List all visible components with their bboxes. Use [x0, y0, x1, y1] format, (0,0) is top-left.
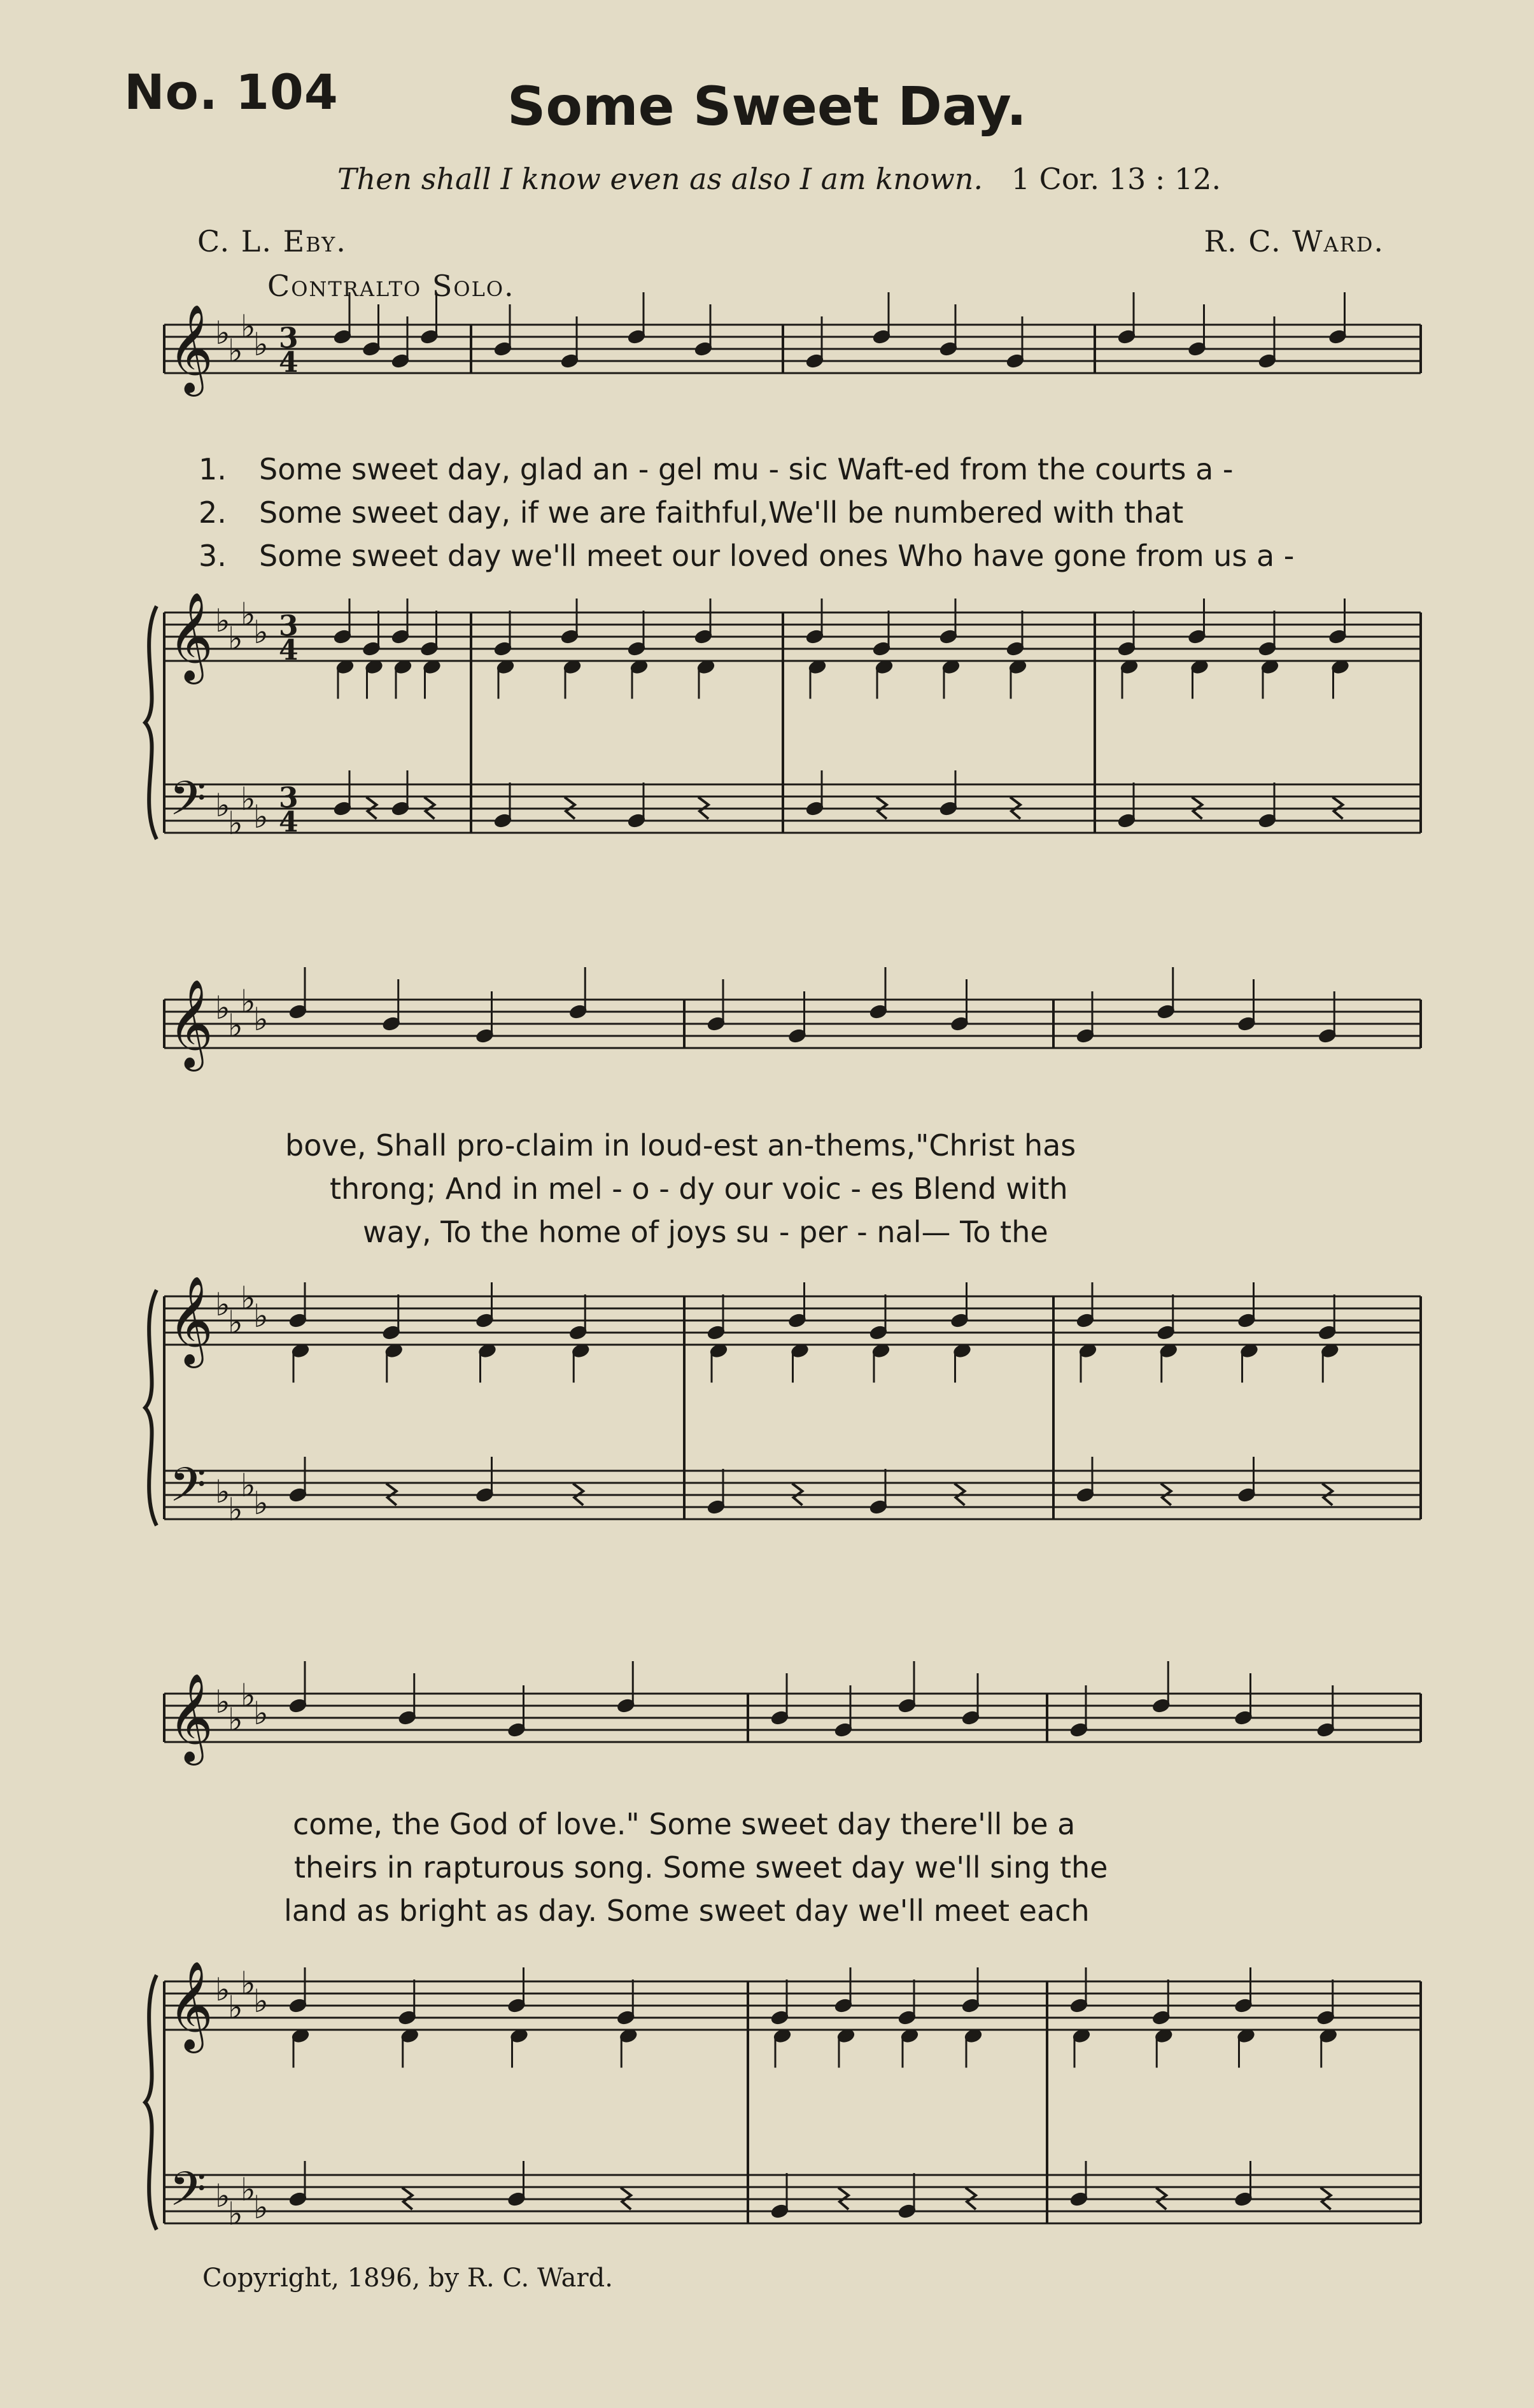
flat-sign: ♭: [241, 781, 256, 818]
flat-sign: ♭: [253, 2189, 269, 2226]
flat-sign: ♭: [228, 1701, 243, 1738]
music-drawing: [145, 292, 1421, 2232]
scripture-quote: Then shall I know even as also I am known.: [337, 162, 983, 196]
flat-sign: ♭: [241, 1965, 256, 2002]
verse-text: Some sweet day, if we are faithful,We'll be numbered with that: [259, 495, 1184, 530]
treble-clef: 𝄞: [168, 1673, 213, 1762]
treble-clef: 𝄞: [168, 979, 213, 1068]
flat-sign: ♭: [253, 798, 269, 835]
lyric-line: bove, Shall pro-claim in loud-est an-thems,"Christ has: [285, 1128, 1076, 1163]
time-signature-bottom: 4: [279, 634, 299, 667]
flat-sign: ♭: [241, 308, 256, 345]
treble-clef: 𝄞: [168, 1276, 213, 1364]
flat-sign: ♭: [228, 2195, 243, 2232]
flat-sign: ♭: [241, 983, 256, 1020]
time-signature-bottom: 4: [279, 806, 299, 839]
flat-sign: ♭: [253, 1001, 269, 1038]
verse-text: Some sweet day we'll meet our loved ones Who have gone from us a -: [259, 539, 1295, 573]
lyric-line: way, To the home of joys su - per - nal— To the: [363, 1215, 1048, 1249]
time-signature-top: 3: [279, 610, 299, 642]
treble-clef: 𝄞: [168, 1961, 213, 2050]
flat-sign: ♭: [241, 2171, 256, 2208]
flat-sign: ♭: [253, 614, 269, 651]
flat-sign: ♭: [253, 1983, 269, 2020]
flat-sign: ♭: [215, 2178, 230, 2214]
flat-sign: ♭: [215, 1971, 230, 2008]
brace: [145, 1975, 157, 2230]
bass-clef: 𝄢: [169, 771, 206, 838]
flat-sign: ♭: [228, 1989, 243, 2026]
flat-sign: ♭: [215, 1683, 230, 1720]
lyric-line: land as bright as day. Some sweet day we'll meet each: [284, 1894, 1090, 1928]
composer-credit: R. C. Ward.: [1204, 224, 1384, 259]
brace: [145, 1290, 157, 1526]
verse-text: Some sweet day, glad an - gel mu - sic Waft-ed from the courts a -: [259, 452, 1234, 486]
flat-sign: ♭: [228, 1491, 243, 1528]
flat-sign: ♭: [253, 1298, 269, 1335]
flat-sign: ♭: [228, 620, 243, 657]
flat-sign: ♭: [253, 1695, 269, 1732]
flat-sign: ♭: [215, 1286, 230, 1323]
flat-sign: ♭: [215, 787, 230, 824]
verse-number: 3.: [199, 539, 227, 573]
brace: [145, 606, 157, 839]
author-credit: C. L. Eby.: [197, 224, 347, 259]
lyric-line: throng; And in mel - o - dy our voic - es Blend with: [330, 1172, 1068, 1206]
flat-sign: ♭: [241, 1677, 256, 1714]
time-signature-bottom: 4: [279, 346, 299, 379]
flat-sign: ♭: [241, 1280, 256, 1317]
copyright-notice: Copyright, 1896, by R. C. Ward.: [202, 2263, 613, 2293]
flat-sign: ♭: [215, 989, 230, 1026]
flat-sign: ♭: [228, 805, 243, 842]
treble-clef: 𝄞: [168, 592, 213, 681]
hymn-title: Some Sweet Day.: [507, 75, 1027, 138]
flat-sign: ♭: [215, 602, 230, 639]
verse-2-line: [199, 495, 1183, 530]
verse-1-line: [199, 452, 1234, 486]
lyric-line: come, the God of love." Some sweet day there'll be a: [293, 1807, 1076, 1841]
time-signature-top: 3: [279, 322, 299, 355]
flat-sign: ♭: [228, 1007, 243, 1044]
flat-sign: ♭: [241, 596, 256, 633]
scripture-reference: 1 Cor. 13 : 12.: [1011, 162, 1221, 196]
verse-3-line: [199, 539, 1294, 573]
verse-number: 1.: [199, 452, 227, 486]
flat-sign: ♭: [253, 1485, 269, 1522]
treble-clef: 𝄞: [168, 304, 213, 393]
flat-sign: ♭: [215, 1473, 230, 1510]
flat-sign: ♭: [228, 1304, 243, 1341]
bass-clef: 𝄢: [169, 1457, 206, 1524]
flat-sign: ♭: [228, 332, 243, 369]
flat-sign: ♭: [215, 315, 230, 351]
verse-number: 2.: [199, 495, 227, 530]
bass-clef: 𝄢: [169, 2162, 206, 2228]
flat-sign: ♭: [241, 1467, 256, 1504]
voice-label: Contralto Solo.: [267, 269, 515, 303]
hymn-number: No. 104: [124, 64, 339, 120]
time-signature-top: 3: [279, 782, 299, 814]
flat-sign: ♭: [253, 326, 269, 363]
lyric-line: theirs in rapturous song. Some sweet day we'll sing the: [294, 1850, 1108, 1885]
